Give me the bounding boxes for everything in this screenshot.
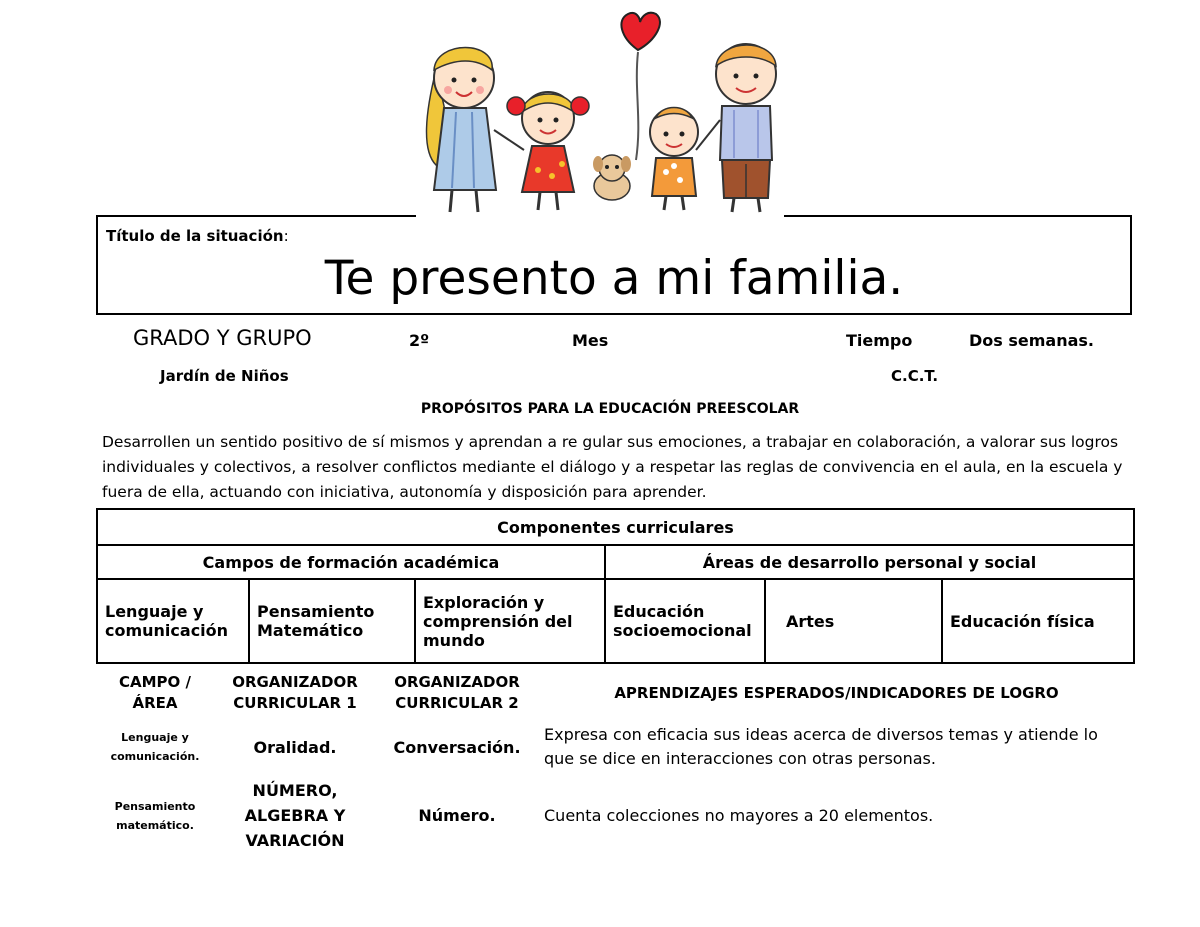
situation-title: Te presento a mi familia. (324, 251, 904, 306)
title-box (96, 215, 1132, 315)
components-heading: Componentes curriculares (97, 509, 1134, 545)
table-row (96, 718, 1135, 776)
row-org1: NÚMERO, ALGEBRA Y VARIACIÓN (244, 781, 346, 850)
component-socioemocional: Educación socioemocional (605, 579, 765, 663)
header-aprendizajes: APRENDIZAJES ESPERADOS/INDICADORES DE LOGRO (614, 683, 1059, 702)
areas-heading: Áreas de desarrollo personal y social (605, 545, 1134, 579)
title-label: Título de la situación: (106, 227, 289, 245)
campos-heading: Campos de formación académica (97, 545, 605, 579)
row-aprendizaje: Cuenta colecciones no mayores a 20 elementos. (544, 805, 934, 825)
component-artes: Artes (765, 579, 942, 663)
row-campo: Lenguaje y comunicación. (110, 731, 200, 763)
row-aprendizaje: Expresa con eficacia sus ideas acerca de diversos temas y atiende lo que se dice en interacciones con otras personas. (544, 725, 1098, 768)
row-org2: Conversación. (393, 737, 521, 757)
propositos-heading: PROPÓSITOS PARA LA EDUCACIÓN PREESCOLAR (420, 401, 800, 417)
header-org1: ORGANIZADOR CURRICULAR 1 (232, 673, 358, 712)
header-campo: CAMPO / ÁREA (119, 673, 191, 712)
family-illustration-icon (416, 0, 784, 220)
jardin-label: Jardín de Niños (160, 367, 289, 385)
components-table (96, 508, 1135, 664)
row-campo: Pensamiento matemático. (114, 799, 196, 832)
component-lenguaje: Lenguaje y comunicación (97, 579, 249, 663)
grado-value: 2º (409, 331, 430, 350)
row-org1: Oralidad. (253, 737, 337, 757)
propositos-text: Desarrollen un sentido positivo de sí mismos y aprendan a re gular sus emociones, a trabajar en colaboración, a valorar sus logros individuales y colectivos, a resolver conflictos mediante el diálogo y a respetar las reglas de convivencia en el aula, en la escuela y fuera de ella, actuando con iniciativa, autonomía y disposición para aprender. (102, 433, 1123, 501)
component-educacion-fisica: Educación física (942, 579, 1134, 663)
cct-label: C.C.T. (891, 367, 939, 385)
row-org2: Número. (418, 806, 496, 825)
mes-label: Mes (572, 331, 609, 350)
tiempo-value: Dos semanas. (969, 331, 1094, 350)
component-exploracion: Exploración y comprensión del mundo (415, 579, 605, 663)
aprendizajes-table (96, 668, 1135, 855)
component-pensamiento: Pensamiento Matemático (249, 579, 415, 663)
table-row (96, 776, 1135, 855)
tiempo-label: Tiempo (846, 331, 913, 350)
grado-label: GRADO Y GRUPO (133, 326, 312, 350)
header-org2: ORGANIZADOR CURRICULAR 2 (394, 673, 520, 712)
